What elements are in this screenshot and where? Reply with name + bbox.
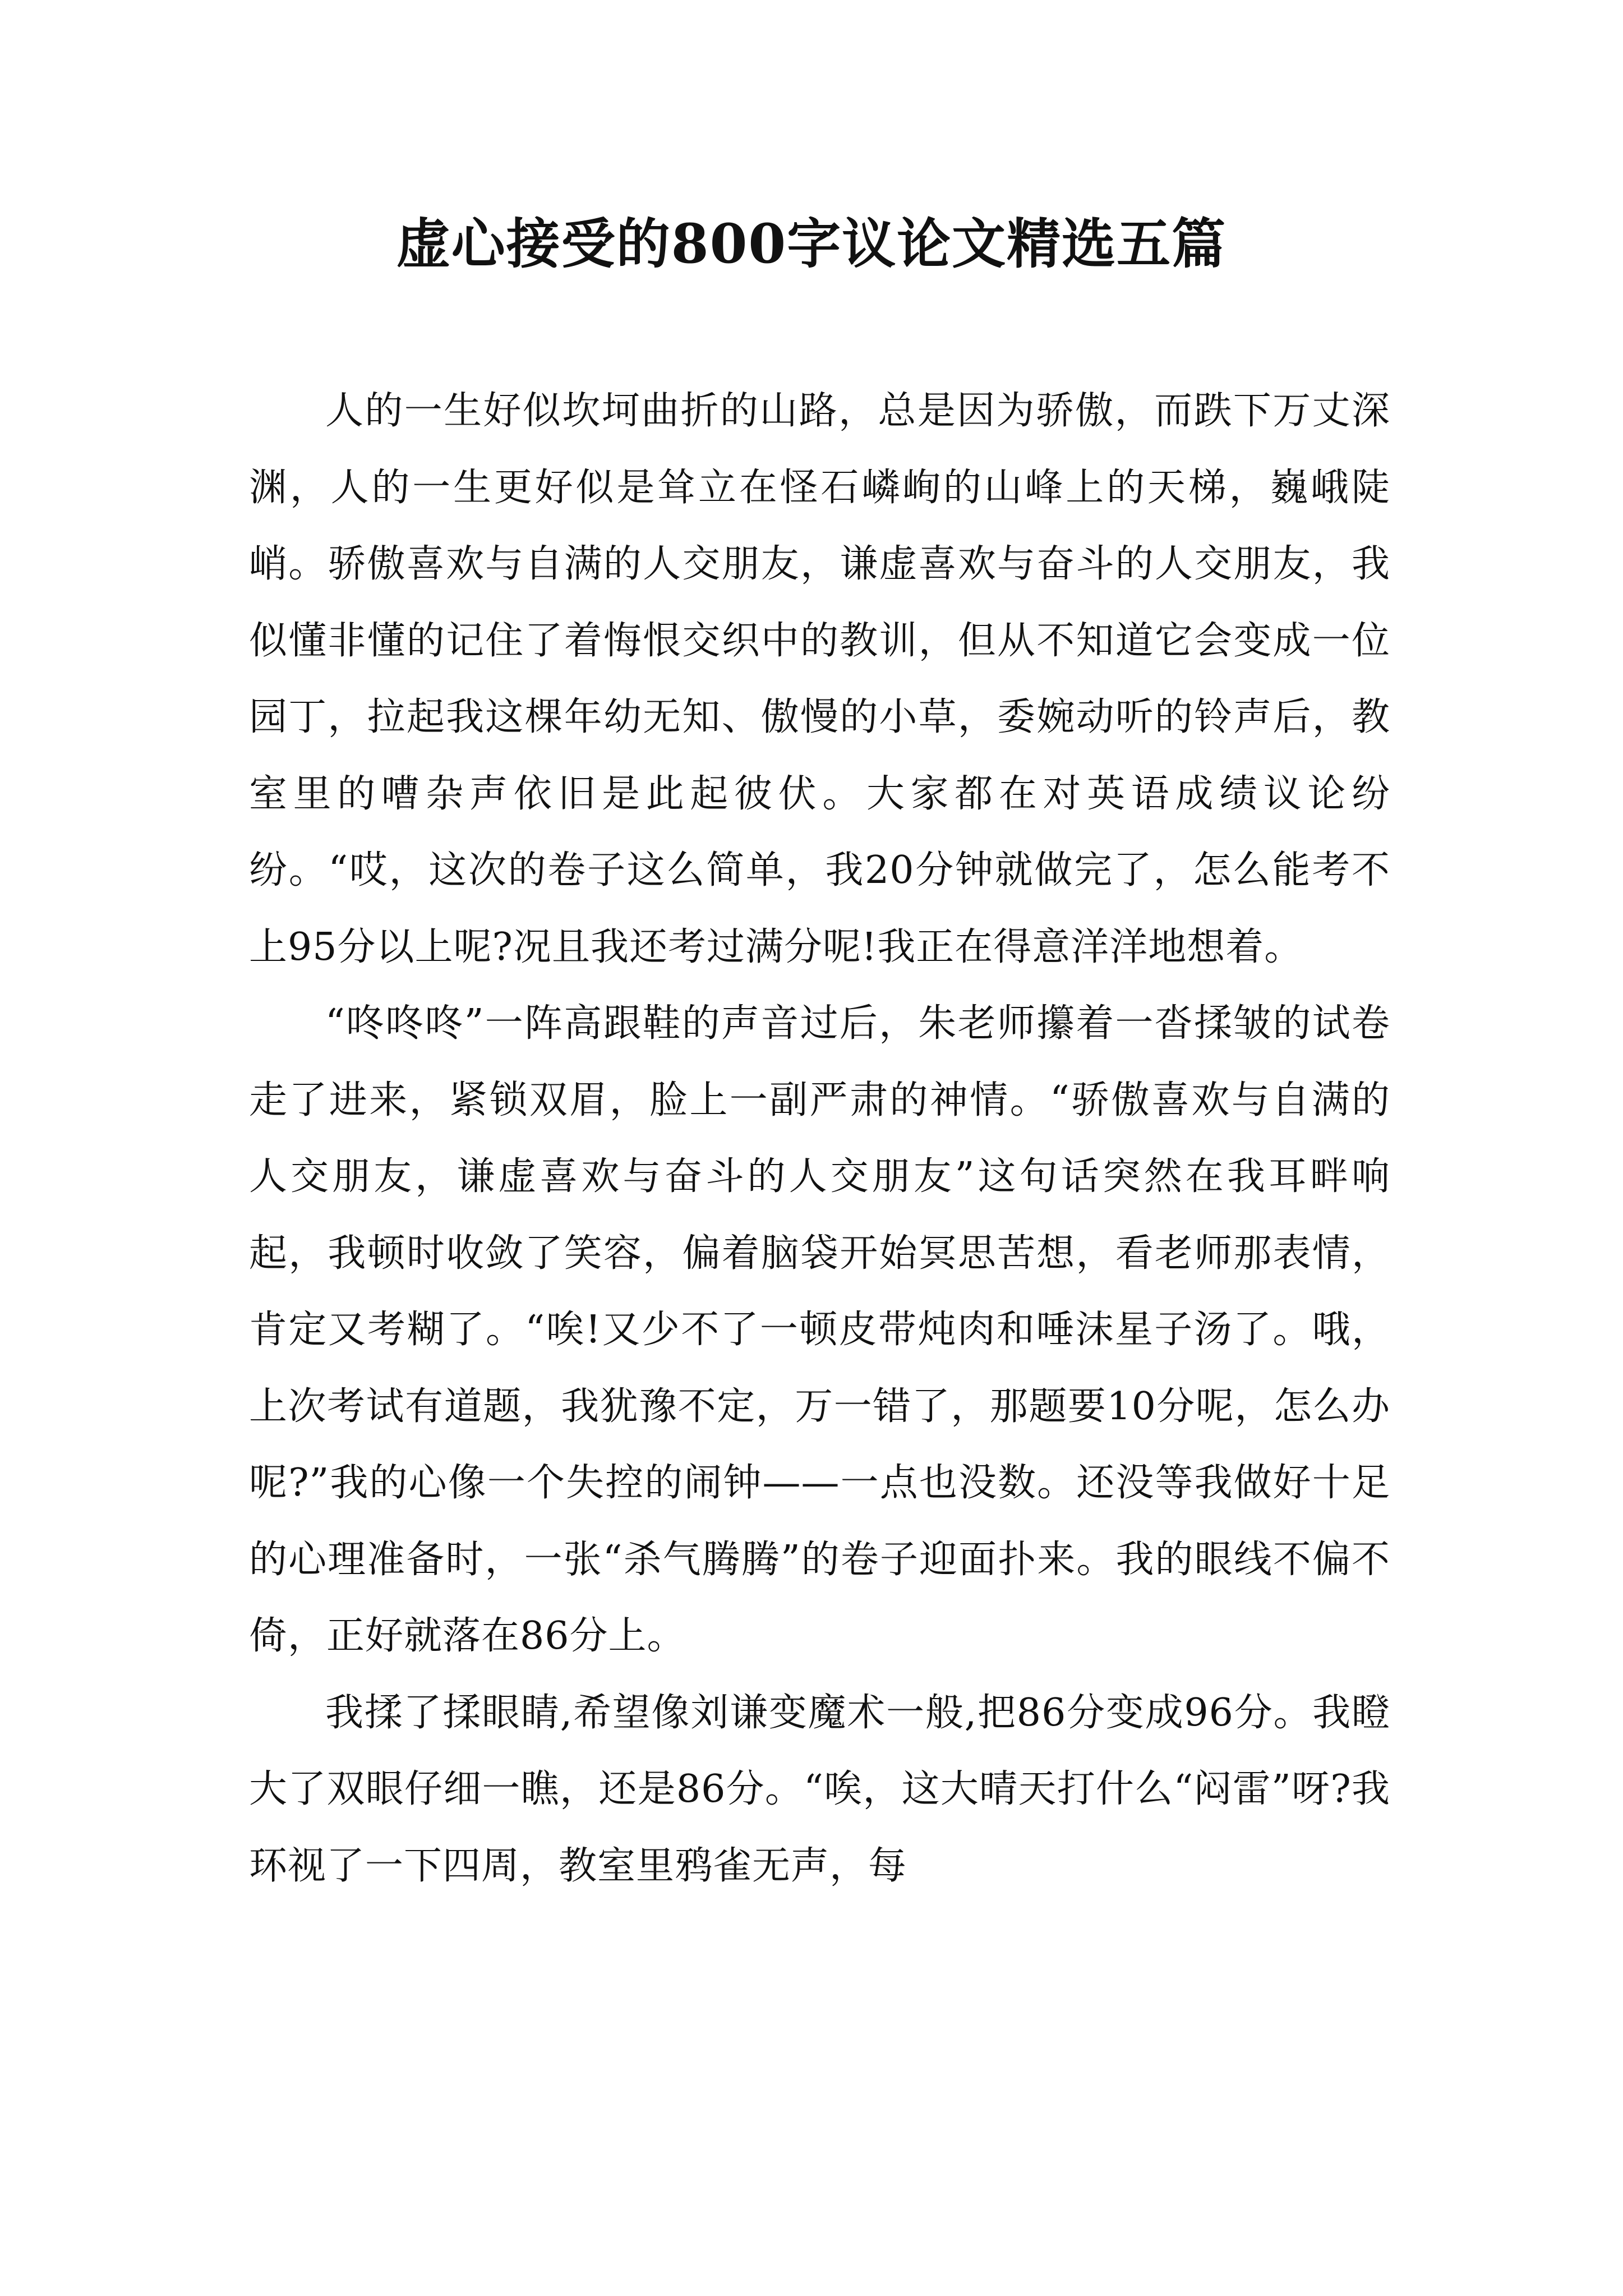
- document-body: [249, 373, 1390, 1904]
- paragraph-2: “咚咚咚”一阵高跟鞋的声音过后，朱老师攥着一沓揉皱的试卷走了进来，紧锁双眉，脸上一副严肃的神情。“骄傲喜欢与自满的人交朋友，谦虚喜欢与奋斗的人交朋友”这句话突然在我耳畔响起，我顿时收敛了笑容，偏着脑袋开始冥思苦想，看老师那表情，肯定又考糊了。“唉!又少不了一顿皮带炖肉和唾沫星子汤了。哦，上次考试有道题，我犹豫不定，万一错了，那题要10分呢，怎么办呢?”我的心像一个失控的闹钟——一点也没数。还没等我做好十足的心理准备时，一张“杀气腾腾”的卷子迎面扑来。我的眼线不偏不倚，正好就落在86分上。: [249, 1001, 1390, 1658]
- paragraph-1: 人的一生好似坎坷曲折的山路，总是因为骄傲，而跌下万丈深渊，人的一生更好似是耸立在怪石嶙峋的山峰上的天梯，巍峨陡峭。骄傲喜欢与自满的人交朋友，谦虚喜欢与奋斗的人交朋友，我似懂非懂的记住了着悔恨交织中的教训，但从不知道它会变成一位园丁，拉起我这棵年幼无知、傲慢的小草，委婉动听的铃声后，教室里的嘈杂声依旧是此起彼伏。大家都在对英语成绩议论纷纷。“哎，这次的卷子这么简单，我20分钟就做完了，怎么能考不上95分以上呢?况且我还考过满分呢!我正在得意洋洋地想着。: [249, 389, 1390, 969]
- document-title: 虚心接受的800字议论文精选五篇: [396, 212, 1227, 275]
- paragraph-3: 我揉了揉眼睛,希望像刘谦变魔术一般,把86分变成96分。我瞪大了双眼仔细一瞧，还是86分。“唉，这大晴天打什么“闷雷”呀?我环视了一下四周，教室里鸦雀无声，每: [249, 1690, 1390, 1888]
